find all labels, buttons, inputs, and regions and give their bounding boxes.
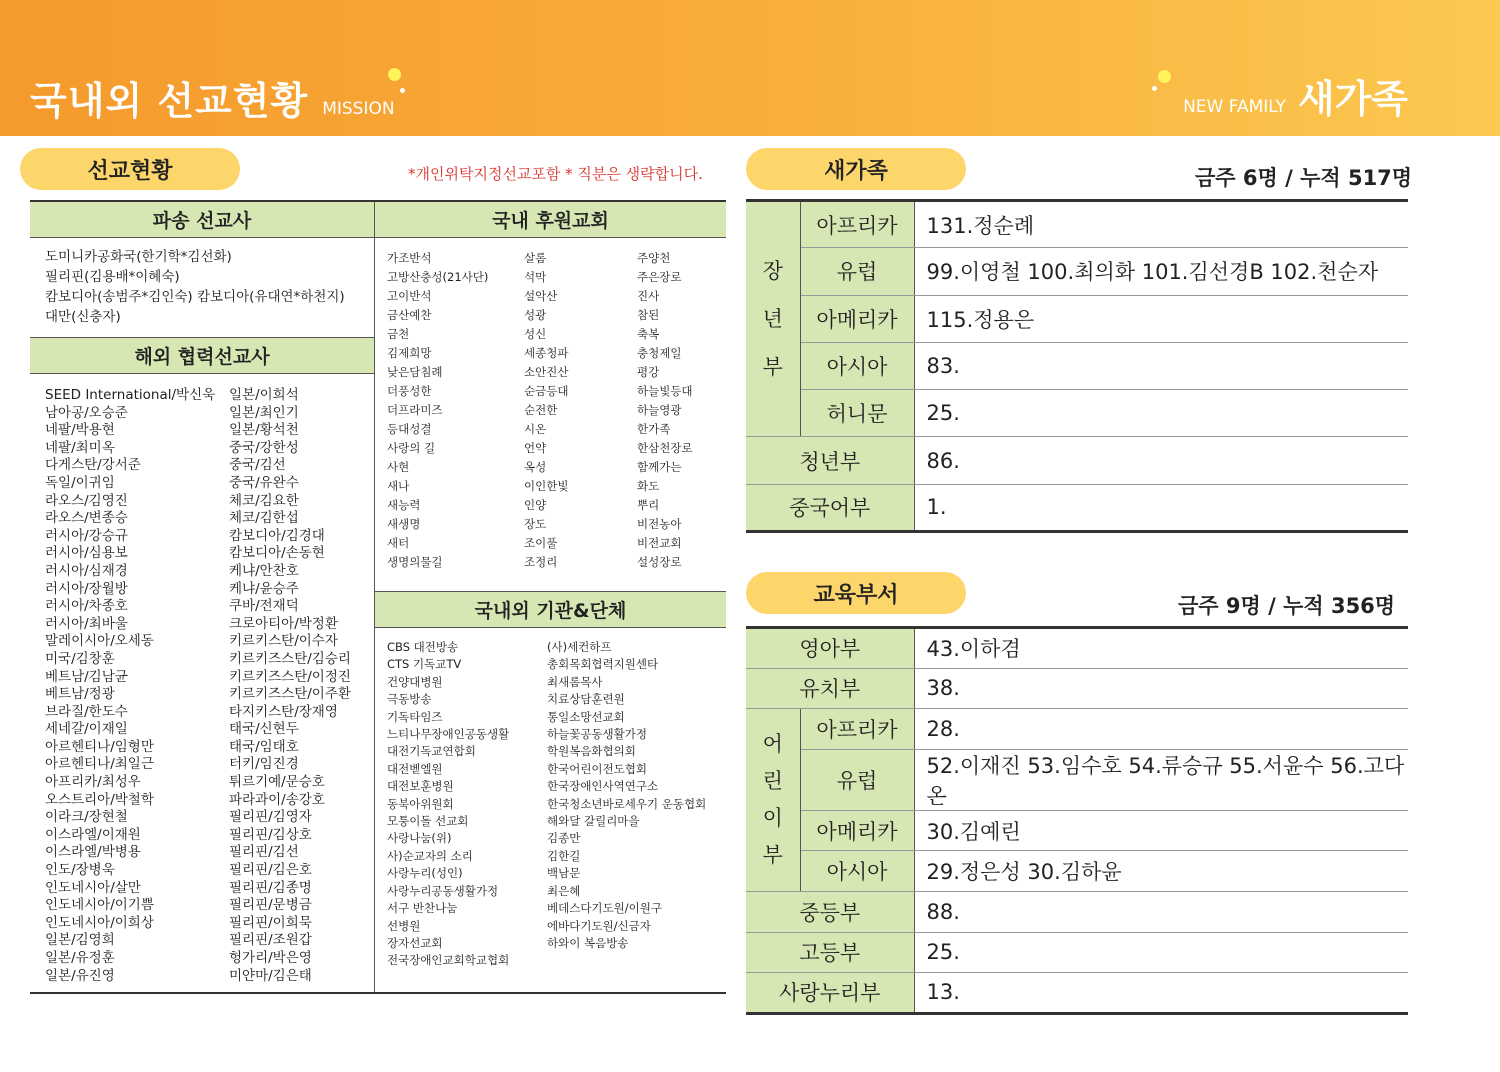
list-item: 새능력 [387, 498, 421, 512]
education-section-pill: 교육부서 [746, 572, 966, 614]
row-value: 115.정용은 [914, 295, 1408, 342]
list-item: 사현 [387, 460, 410, 474]
list-item: 김한길 [547, 848, 581, 863]
list-item: 살롬 [524, 251, 547, 265]
row-label: 고등부 [746, 932, 914, 973]
list-item: 새나 [387, 479, 410, 493]
list-item: 극동방송 [387, 692, 432, 707]
row-label: 중등부 [746, 891, 914, 932]
list-item: 키르키즈스탄/이정진 [229, 668, 351, 685]
table-row [746, 668, 1408, 709]
list-item: 다게스탄/강서준 [45, 457, 141, 474]
list-item: 체코/김한섭 [229, 510, 299, 527]
list-item: 인도네시아/살만 [45, 879, 141, 896]
list-item: 키르키즈스탄/김승리 [229, 650, 351, 667]
table-row [746, 248, 1408, 295]
table-row [746, 390, 1408, 437]
list-item: 러시아/최바울 [45, 615, 128, 632]
list-item: 미얀마/김은태 [229, 967, 312, 984]
row-value: 28. [914, 709, 1408, 750]
churches-list-col1 [387, 249, 523, 572]
list-item: 하늘꽃공동생활가정 [547, 727, 647, 742]
list-item: 사랑나눔(위) [387, 831, 452, 846]
list-item: 설성장로 [637, 555, 682, 569]
table-row [746, 437, 1408, 484]
table-row [746, 342, 1408, 389]
list-item: 충청제일 [637, 346, 682, 360]
row-label: 아메리카 [800, 810, 914, 851]
list-item: 낮은담침례 [387, 365, 443, 379]
list-item: 사랑누리공동생활가정 [387, 883, 499, 898]
list-item: 이스라엘/이재원 [45, 826, 141, 843]
row-value: 29.정은성 30.김하윤 [914, 851, 1408, 892]
list-item: 대만(신충자) [45, 309, 121, 325]
list-item: 아르헨티나/임형만 [45, 738, 154, 755]
list-item: 옥성 [524, 460, 547, 474]
list-item: 쿠바/전재덕 [229, 598, 299, 615]
list-item: 케냐/윤승주 [229, 580, 299, 597]
list-item: 오스트리아/박철학 [45, 791, 154, 808]
row-value: 13. [914, 973, 1408, 1014]
row-value: 131.정순례 [914, 201, 1408, 248]
list-item: 비전농아 [637, 517, 682, 531]
list-item: 미국/김창훈 [45, 650, 115, 667]
list-item: 중국/김선 [229, 457, 286, 474]
row-value: 88. [914, 891, 1408, 932]
decor-dot-icon [1158, 70, 1171, 83]
list-item: 언약 [524, 441, 547, 455]
list-item: 도미니카공화국(한기학*김선화) [45, 249, 232, 265]
list-item: 이라크/장현철 [45, 809, 128, 826]
table-row [746, 628, 1408, 669]
list-item: 중국/유완수 [229, 474, 299, 491]
group-char: 부 [762, 843, 783, 868]
list-item: 필리핀/김종명 [229, 879, 312, 896]
list-item: 김종만 [547, 831, 581, 846]
list-item: 필리핀/김선 [229, 844, 299, 861]
list-item: 고이반석 [387, 289, 432, 303]
table-row [746, 709, 1408, 750]
list-item: 에바다기도원/신금자 [547, 918, 651, 933]
list-item: 진사 [637, 289, 660, 303]
list-item: 금천 [387, 327, 410, 341]
list-item: 대전기독교연합회 [387, 744, 476, 759]
list-item: 해와달 갈릴리마을 [547, 814, 640, 829]
list-item: 사)순교자의 소리 [387, 848, 473, 863]
list-item: 라오스/변종승 [45, 510, 128, 527]
list-item: 인양 [524, 498, 547, 512]
list-item: 일본/최인기 [229, 404, 299, 421]
churches-section [375, 202, 726, 238]
mission-notice: *개인위탁지정선교포함 * 직분은 생략합니다. [408, 165, 703, 183]
list-item: 네팔/박용현 [45, 422, 115, 439]
list-item: 러시아/심용보 [45, 545, 128, 562]
orgs-section [375, 591, 726, 628]
list-item: CTS 기독교TV [387, 657, 462, 672]
churches-header: 국내 후원교회 [375, 202, 726, 238]
list-item: 필리핀/김상호 [229, 826, 312, 843]
churches-list-col2 [524, 249, 636, 572]
mission-page-subtitle: MISSION [322, 99, 395, 119]
decor-dot-icon [1152, 86, 1157, 91]
group-char: 년 [762, 307, 783, 332]
mission-table [30, 200, 726, 994]
table-row [746, 891, 1408, 932]
list-item: 서구 반찬나눔 [387, 901, 458, 916]
list-item: 러시아/장월방 [45, 580, 128, 597]
row-label: 중국어부 [746, 484, 914, 531]
list-item: 헝가리/박은영 [229, 950, 312, 966]
list-item: 터키/임진경 [229, 756, 299, 773]
table-row [746, 295, 1408, 342]
list-item: 한가족 [637, 422, 671, 436]
list-item: 키르키즈스탄/이주환 [229, 686, 351, 703]
row-label: 유럽 [800, 749, 914, 810]
row-value: 25. [914, 390, 1408, 437]
row-label: 유치부 [746, 668, 914, 709]
list-item: 태국/신현두 [229, 721, 299, 738]
table-row [746, 973, 1408, 1014]
list-item: 장자선교회 [387, 935, 443, 950]
churches-list-col3 [637, 249, 726, 572]
list-item: 대전보훈병원 [387, 779, 454, 794]
list-item: 조정리 [524, 555, 558, 569]
list-item: 한삼천장로 [637, 441, 693, 455]
group-char: 장 [762, 259, 783, 284]
list-item: 비전교회 [637, 536, 682, 550]
group-char: 부 [762, 355, 783, 380]
table-row [746, 201, 1408, 248]
list-item: 인도/장병욱 [45, 862, 115, 879]
list-item: 생명의물길 [387, 555, 443, 569]
group-label-adult [746, 201, 800, 437]
list-item: 캄보디아/김경대 [229, 527, 325, 544]
list-item: 튀르기예/문승호 [229, 774, 325, 791]
list-item: 동북아위원회 [387, 796, 454, 811]
list-item: 인도네시아/이희상 [45, 914, 154, 931]
row-value: 83. [914, 342, 1408, 389]
list-item: 세종청파 [524, 346, 569, 360]
education-stats: 금주 9명 / 누적 356명 [1178, 594, 1396, 618]
row-label: 청년부 [746, 437, 914, 484]
list-item: 순전한 [524, 403, 558, 417]
list-item: 새생명 [387, 517, 421, 531]
list-item: 더프라미즈 [387, 403, 443, 417]
list-item: 순금등대 [524, 384, 569, 398]
list-item: 일본/황석천 [229, 422, 299, 439]
list-item: 필리핀/이희묵 [229, 914, 312, 931]
orgs-list-col2 [547, 639, 726, 952]
list-item: 백남문 [547, 866, 581, 881]
list-item: 선병원 [387, 918, 421, 933]
group-char: 이 [762, 806, 783, 831]
newfamily-stats: 금주 6명 / 누적 517명 [1195, 166, 1413, 190]
group-char: 어 [762, 732, 783, 757]
list-item: 일본/이희석 [229, 387, 299, 403]
list-item: 성신 [524, 327, 547, 341]
row-value: 86. [914, 437, 1408, 484]
row-value: 99.이영철 100.최의화 101.김선경B 102.천순자 [914, 248, 1408, 295]
orgs-list-col1 [387, 639, 547, 970]
row-value: 38. [914, 668, 1408, 709]
list-item: 크로아티아/박정환 [229, 615, 338, 632]
table-row [746, 810, 1408, 851]
overseas-list-col2 [229, 387, 374, 985]
list-item: 캄보디아/손동현 [229, 545, 325, 562]
list-item: 베트남/정광 [45, 686, 115, 703]
list-item: 주양천 [637, 251, 671, 265]
list-item: 고방산충성(21사단) [387, 270, 489, 284]
list-item: 필리핀(김용배*이혜숙) [45, 269, 180, 285]
list-item: 최새롬목사 [547, 674, 603, 689]
list-item: 아프리카/최성우 [45, 774, 141, 791]
list-item: 뿌리 [637, 498, 660, 512]
list-item: 하늘빛등대 [637, 384, 693, 398]
list-item: 세네갈/이재일 [45, 721, 128, 738]
row-label: 영아부 [746, 628, 914, 669]
list-item: 러시아/심재경 [45, 562, 128, 579]
row-value: 1. [914, 484, 1408, 531]
list-item: 사랑의 길 [387, 441, 436, 455]
list-item: 가조반석 [387, 251, 432, 265]
list-item: 총회목회협력지원센타 [547, 657, 659, 672]
row-label: 아프리카 [800, 709, 914, 750]
list-item: 기독타임즈 [387, 709, 443, 724]
list-item: 태국/임태호 [229, 738, 299, 755]
newfamily-table [746, 199, 1408, 533]
list-item: 통일소망선교회 [547, 709, 625, 724]
list-item: 느티나무장애인공동생활 [387, 727, 510, 742]
list-item: 일본/김영희 [45, 932, 115, 949]
list-item: 사랑누리(성인) [387, 866, 463, 881]
list-item: 함께가는 [637, 460, 682, 474]
row-value: 30.김예린 [914, 810, 1408, 851]
list-item: 화도 [637, 479, 660, 493]
list-item: 더풍성한 [387, 384, 432, 398]
decor-dot-icon [400, 88, 405, 93]
overseas-list-col1 [45, 387, 225, 985]
newfamily-section-pill: 새가족 [746, 148, 966, 190]
row-label: 사랑누리부 [746, 973, 914, 1014]
list-item: 이스라엘/박병용 [45, 844, 141, 861]
decor-dot-icon [388, 68, 401, 81]
list-item: 참된 [637, 308, 660, 322]
list-item: 독일/이귀임 [45, 474, 115, 491]
list-item: 러시아/강승규 [45, 527, 128, 544]
list-item: 키르키스탄/이수자 [229, 633, 338, 650]
list-item: 하와이 복음방송 [547, 935, 629, 950]
list-item: 캄보디아(송범주*김인숙) 캄보디아(유대연*하천지) [45, 289, 345, 305]
header-left [30, 70, 395, 125]
list-item: 대전벧엘원 [387, 761, 443, 776]
list-item: 라오스/김영진 [45, 492, 128, 509]
newfamily-page-title: 새가족 [1297, 77, 1408, 121]
list-item: 축복 [637, 327, 660, 341]
list-item: 새터 [387, 536, 410, 550]
group-char: 린 [762, 769, 783, 794]
list-item: 타지키스탄/장재영 [229, 703, 338, 720]
dispatched-header: 파송 선교사 [30, 202, 374, 238]
list-item: 금산예찬 [387, 308, 432, 322]
row-label: 아메리카 [800, 295, 914, 342]
list-item: 말레이시아/오세동 [45, 633, 154, 650]
list-item: 인도네시아/이기쁨 [45, 897, 154, 914]
table-row [746, 851, 1408, 892]
list-item: SEED International/박신욱 [45, 387, 216, 403]
list-item: 이인한빛 [524, 479, 569, 493]
row-value: 43.이하겸 [914, 628, 1408, 669]
list-item: 한국청소년바로세우기 운동협회 [547, 796, 707, 811]
group-label-children [746, 709, 800, 892]
list-item: 체코/김요한 [229, 492, 299, 509]
list-item: 필리핀/김영자 [229, 809, 312, 826]
table-row [746, 484, 1408, 531]
list-item: 베데스다기도원/이원구 [547, 901, 662, 916]
newfamily-page-subtitle: NEW FAMILY [1183, 97, 1286, 117]
list-item: 파라과이/송강호 [229, 791, 325, 808]
dispatched-list [30, 238, 374, 327]
list-item: 모퉁이돌 선교회 [387, 814, 469, 829]
mission-page-title: 국내외 선교현황 [30, 79, 309, 123]
list-item: 필리핀/조원갑 [229, 932, 312, 949]
list-item: 남아공/오승준 [45, 404, 128, 421]
education-table [746, 626, 1408, 1015]
list-item: 케냐/안찬호 [229, 562, 299, 579]
list-item: 아르헨티나/최일근 [45, 756, 154, 773]
list-item: 일본/유진영 [45, 967, 115, 984]
row-label: 아프리카 [800, 201, 914, 248]
list-item: 베트남/김남균 [45, 668, 128, 685]
header-right [1183, 68, 1408, 123]
list-item: 김제희망 [387, 346, 432, 360]
overseas-section [30, 337, 374, 374]
list-item: 중국/강한성 [229, 439, 299, 456]
row-label: 아시아 [800, 342, 914, 389]
list-item: 설악산 [524, 289, 558, 303]
list-item: 조이풀 [524, 536, 558, 550]
list-item: 등대성결 [387, 422, 432, 436]
list-item: 성광 [524, 308, 547, 322]
list-item: 주은장로 [637, 270, 682, 284]
list-item: CBS 대전방송 [387, 640, 459, 654]
list-item: 러시아/차종호 [45, 598, 128, 615]
list-item: 최은혜 [547, 883, 581, 898]
header-banner [0, 0, 1500, 136]
list-item: 필리핀/김은호 [229, 862, 312, 879]
list-item: 하늘영광 [637, 403, 682, 417]
list-item: 한국어린이전도협회 [547, 761, 647, 776]
list-item: 석막 [524, 270, 547, 284]
row-label: 유럽 [800, 248, 914, 295]
row-label: 허니문 [800, 390, 914, 437]
row-value: 25. [914, 932, 1408, 973]
orgs-header: 국내외 기관&단체 [375, 592, 726, 628]
list-item: 브라질/한도수 [45, 703, 128, 720]
list-item: (사)세컨하프 [547, 640, 612, 654]
list-item: 소안진산 [524, 365, 569, 379]
row-label: 아시아 [800, 851, 914, 892]
overseas-header: 해외 협력선교사 [30, 338, 374, 374]
row-value: 52.이재진 53.임수호 54.류승규 55.서윤수 56.고다온 [914, 749, 1408, 810]
list-item: 장도 [524, 517, 547, 531]
list-item: 시온 [524, 422, 547, 436]
table-row [746, 932, 1408, 973]
list-item: 전국장애인교회학교협회 [387, 953, 510, 968]
list-item: 치료상담훈련원 [547, 692, 625, 707]
list-item: 건양대병원 [387, 674, 443, 689]
dispatched-section [30, 202, 374, 327]
list-item: 네팔/최미옥 [45, 439, 115, 456]
list-item: 필리핀/문병금 [229, 897, 312, 914]
list-item: 평강 [637, 365, 660, 379]
list-item: 일본/유정훈 [45, 950, 115, 966]
list-item: 학원복음화협의회 [547, 744, 636, 759]
list-item: 한국장애인사역연구소 [547, 779, 659, 794]
table-row [746, 749, 1408, 810]
mission-section-pill: 선교현황 [20, 148, 240, 190]
